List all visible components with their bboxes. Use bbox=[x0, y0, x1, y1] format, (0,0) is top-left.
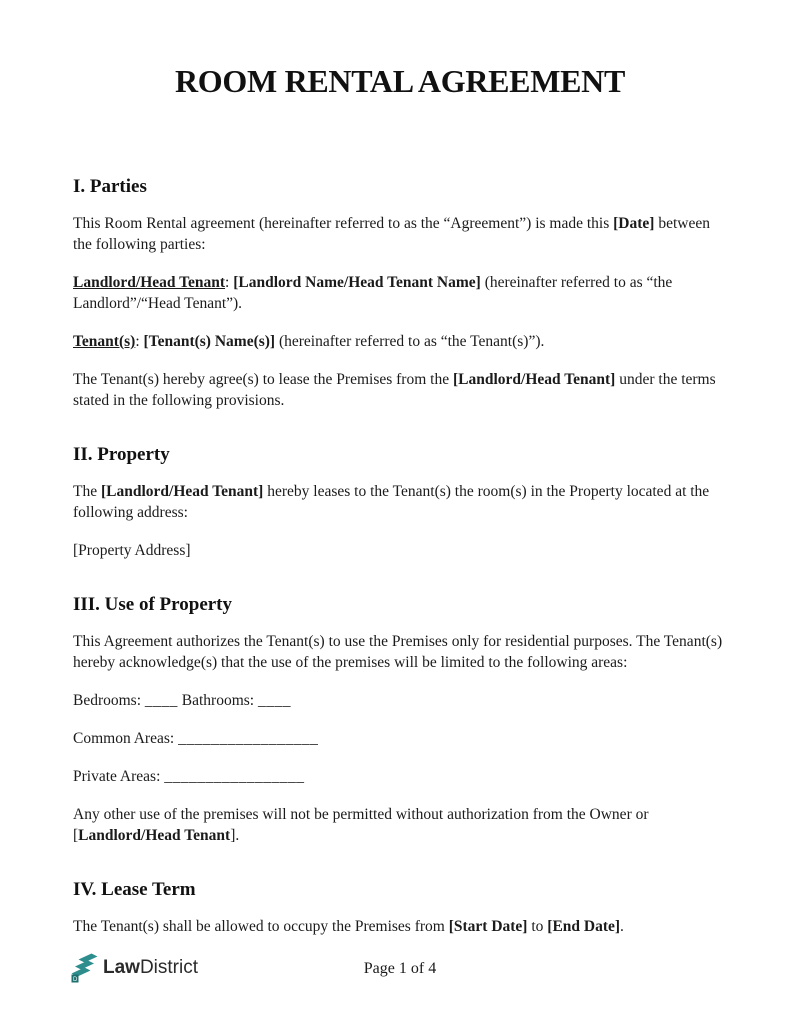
other-use-paragraph bbox=[73, 804, 727, 846]
section-lease-term bbox=[73, 880, 727, 937]
bathrooms-label: Bathrooms: bbox=[181, 692, 258, 709]
text-run: : bbox=[225, 274, 234, 291]
landlord-label: Landlord/Head Tenant bbox=[73, 274, 226, 291]
private-areas-line bbox=[73, 766, 727, 787]
bedrooms-label: Bedrooms: bbox=[73, 692, 145, 709]
end-date-placeholder: [End Date] bbox=[547, 918, 621, 935]
text-run: Any other use of the premises will not be permitted without authorization from the Owner or bbox=[73, 806, 649, 823]
landlord-head-tenant-placeholder: Landlord/Head Tenant bbox=[78, 827, 231, 844]
property-address-placeholder: [Property Address] bbox=[73, 542, 191, 559]
property-lease-paragraph bbox=[73, 481, 727, 523]
occupy-paragraph bbox=[73, 916, 727, 937]
private-areas-blank: _________________ bbox=[164, 768, 305, 785]
section-heading-parties: I. Parties bbox=[73, 176, 147, 197]
tenant-name-placeholder: [Tenant(s) Name(s)] bbox=[143, 333, 276, 350]
text-run: (hereinafter referred to as “the Landlord”/“Head Tenant”). bbox=[73, 274, 673, 312]
text-run: The bbox=[73, 483, 101, 500]
parties-intro-paragraph bbox=[73, 213, 727, 255]
text-run: . bbox=[620, 918, 624, 935]
start-date-placeholder: [Start Date] bbox=[448, 918, 528, 935]
page-number: Page 1 of 4 bbox=[363, 960, 437, 977]
text-run: The Tenant(s) hereby agree(s) to lease the Premises from the bbox=[73, 371, 453, 388]
text-run: This Room Rental agreement (hereinafter referred to as the “Agreement”) is made this bbox=[73, 215, 614, 232]
section-heading-property: II. Property bbox=[73, 444, 170, 465]
text-run: under the terms stated in the following provisions. bbox=[73, 371, 716, 409]
rooms-line bbox=[73, 690, 727, 711]
text-run: : bbox=[135, 333, 144, 350]
brand-district: District bbox=[139, 956, 199, 978]
landlord-head-tenant-placeholder: [Landlord/Head Tenant] bbox=[452, 371, 616, 388]
property-address-paragraph bbox=[73, 540, 727, 561]
bathrooms-blank: ____ bbox=[258, 692, 291, 709]
text-run: The Tenant(s) shall be allowed to occupy the Premises from bbox=[73, 918, 449, 935]
bedrooms-blank: ____ bbox=[144, 692, 178, 709]
section-heading-use-of-property: III. Use of Property bbox=[73, 594, 233, 615]
tenant-label: Tenant(s) bbox=[73, 333, 136, 350]
document-title: ROOM RENTAL AGREEMENT bbox=[174, 63, 626, 99]
common-areas-blank: _________________ bbox=[178, 730, 319, 747]
page-footer bbox=[0, 950, 800, 990]
private-areas-label: Private Areas: bbox=[73, 768, 165, 785]
text-run: [ bbox=[73, 827, 79, 844]
text-run: to bbox=[527, 918, 548, 935]
landlord-name-placeholder: [Landlord Name/Head Tenant Name] bbox=[233, 274, 481, 291]
use-intro-paragraph: This Agreement authorizes the Tenant(s) to use the Premises only for residential purposes. The Tenant(s) hereby acknowledge(s) that the use of the premises will be limited to the following areas: bbox=[73, 633, 723, 671]
text-run: (hereinafter referred to as “the Tenant(s)”). bbox=[275, 333, 545, 350]
text-run: between the following parties: bbox=[73, 215, 710, 253]
section-parties bbox=[73, 177, 727, 411]
section-heading-lease-term: IV. Lease Term bbox=[73, 879, 196, 900]
landlord-head-tenant-placeholder: [Landlord/Head Tenant] bbox=[100, 483, 264, 500]
text-run: ]. bbox=[230, 827, 240, 844]
common-areas-line bbox=[73, 728, 727, 749]
common-areas-label: Common Areas: bbox=[73, 730, 179, 747]
tenant-paragraph bbox=[73, 331, 727, 352]
brand-law: Law bbox=[103, 956, 140, 978]
section-property bbox=[73, 445, 727, 561]
section-use-of-property bbox=[73, 595, 727, 846]
svg-text:D: D bbox=[73, 977, 78, 983]
text-run: hereby leases to the Tenant(s) the room(s) in the Property located at the following address: bbox=[73, 483, 710, 521]
landlord-paragraph bbox=[73, 272, 727, 314]
agreement-paragraph bbox=[73, 369, 727, 411]
date-placeholder: [Date] bbox=[613, 215, 655, 232]
